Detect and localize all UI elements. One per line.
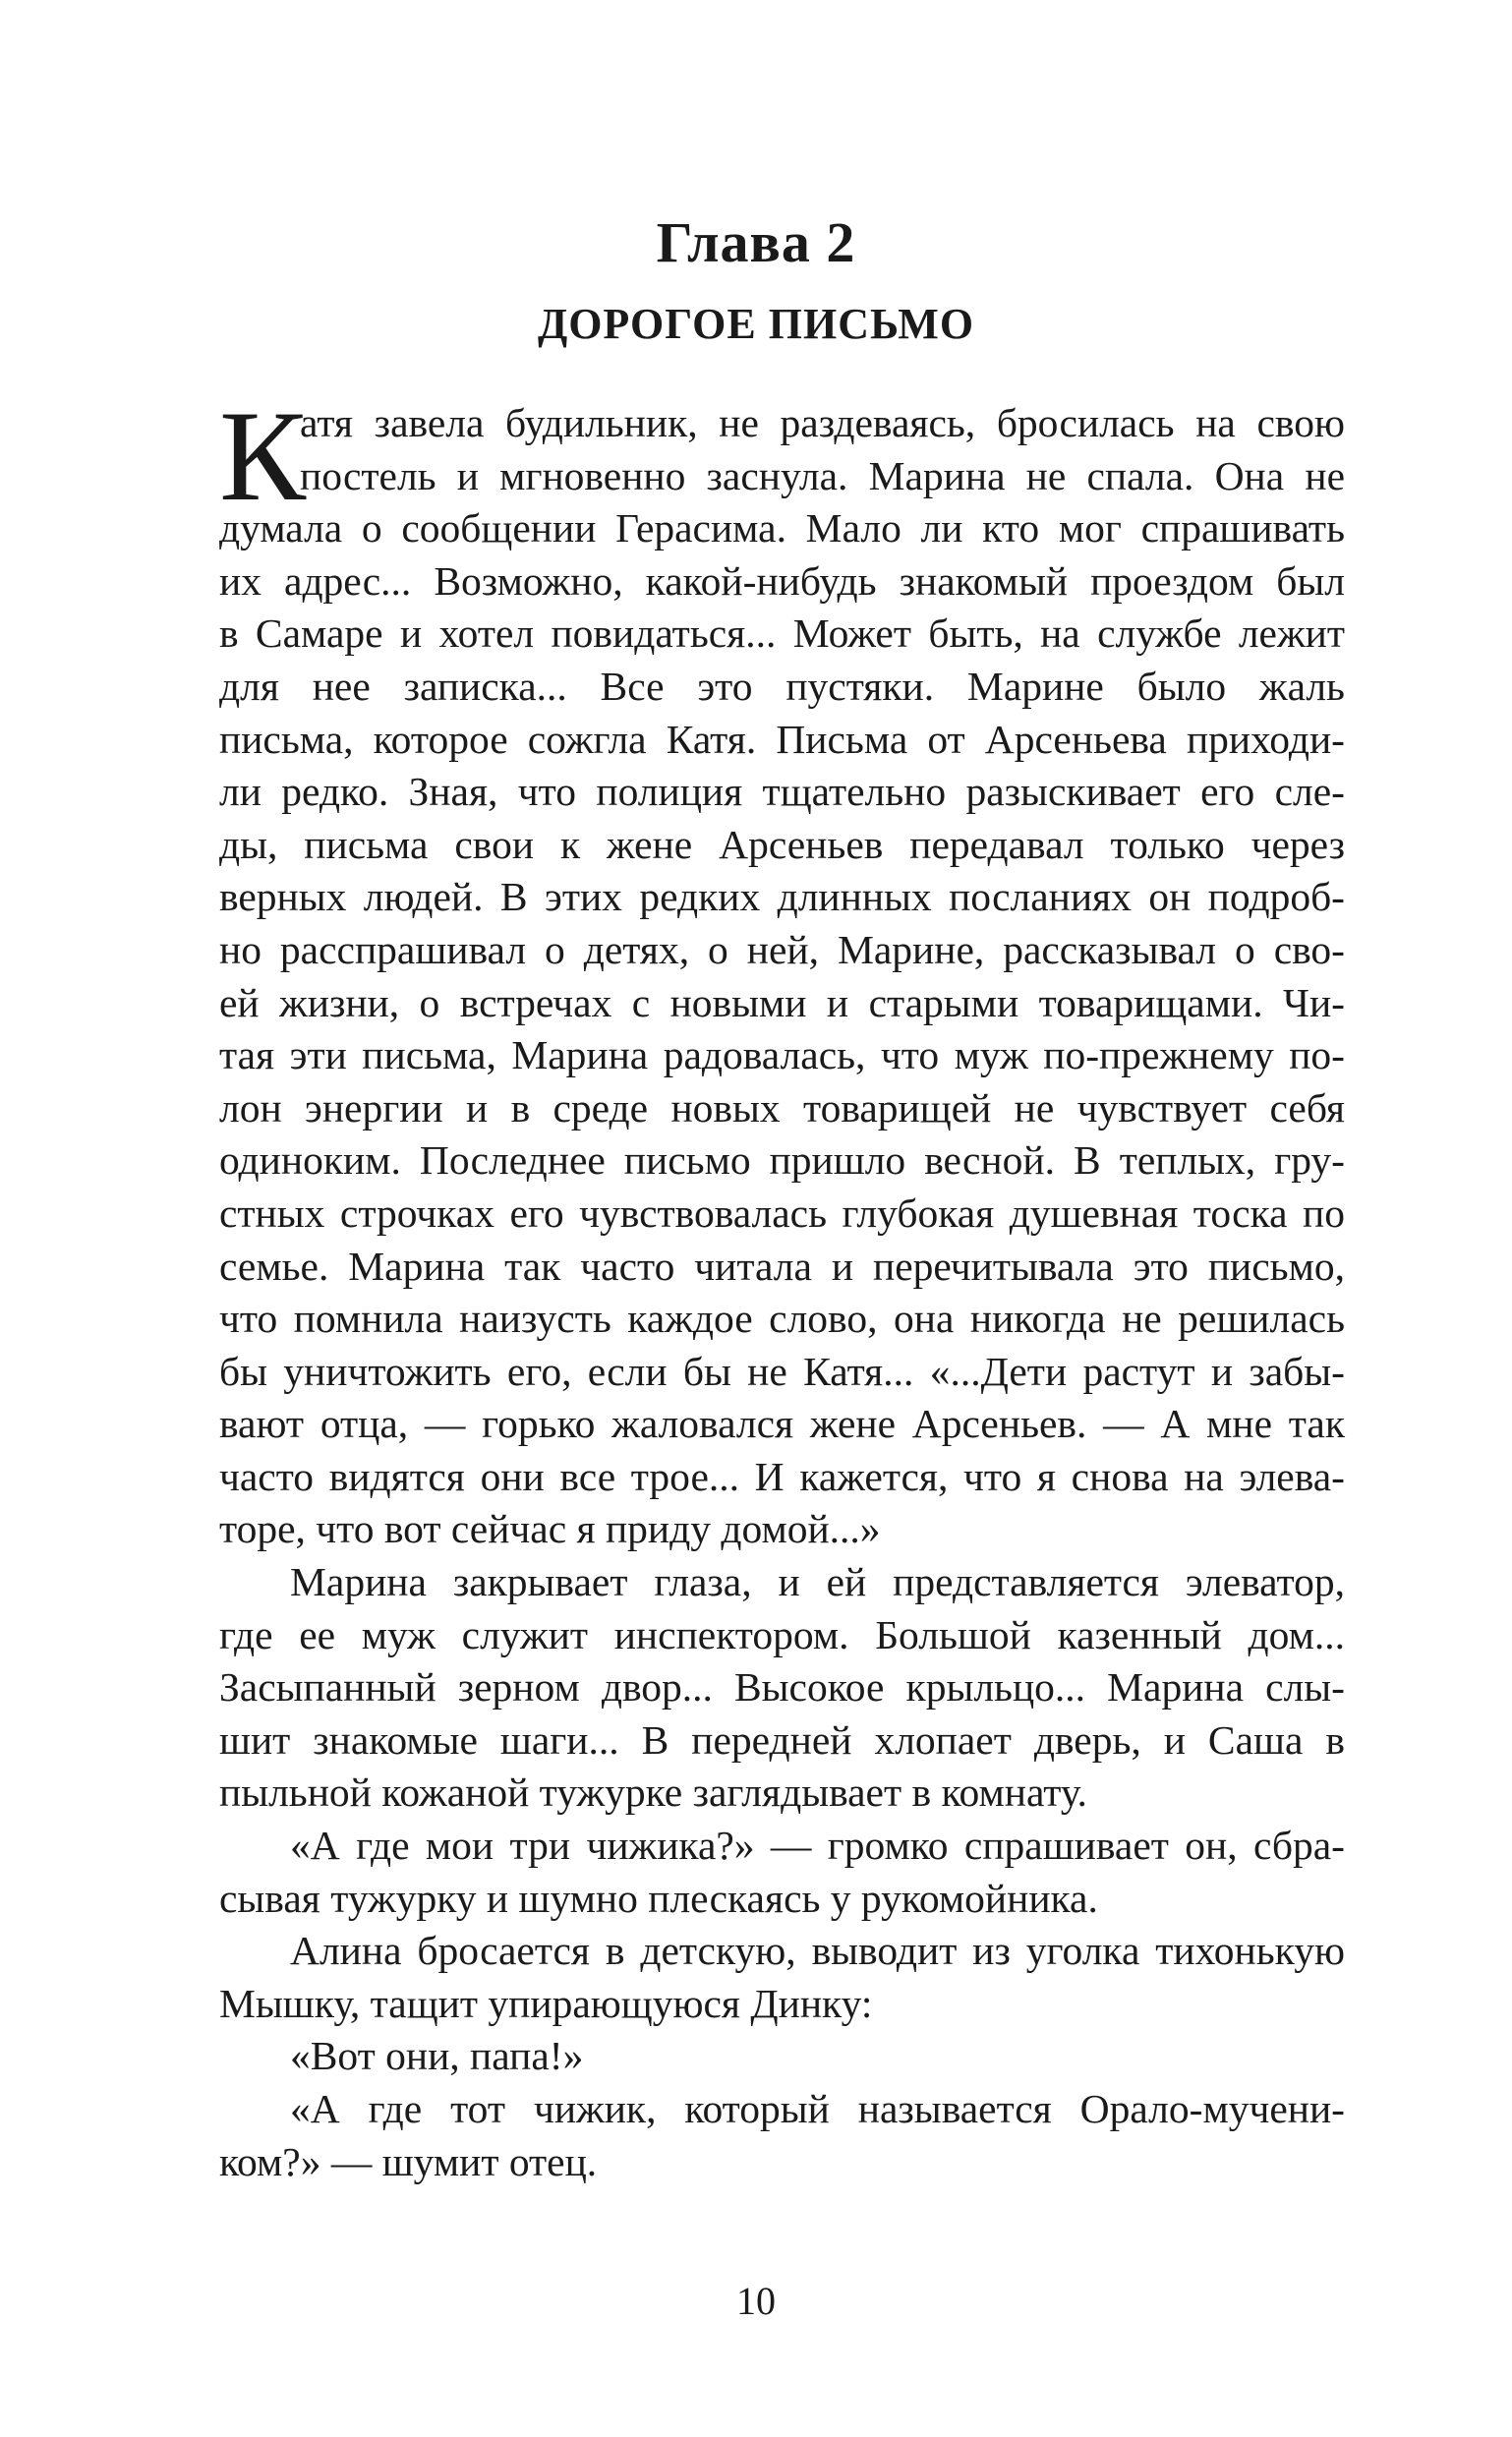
text-line: ды, письма свои к жене Арсеньев передавал только через bbox=[219, 821, 1345, 867]
text-line: письма, которое сожгла Катя. Письма от Арсеньева приходи- bbox=[219, 716, 1345, 762]
text-line: одиноким. Последнее письмо пришло весной. В теплых, гру- bbox=[219, 1137, 1345, 1184]
text-line: Марина закрывает глаза, и ей представляется элеватор, bbox=[290, 1559, 1345, 1605]
text-line: постель и мгновенно заснула. Марина не спала. Она не bbox=[300, 452, 1345, 498]
text-line: Алина бросается в детскую, выводит из уголка тихонькую bbox=[290, 1928, 1345, 1974]
text-line: вают отца, — горько жаловался жене Арсеньев. — А мне так bbox=[219, 1401, 1345, 1447]
text-line: семье. Марина так часто читала и перечитывала это письмо, bbox=[219, 1243, 1345, 1289]
text-line: их адрес... Возможно, какой-нибудь знакомый проездом был bbox=[219, 557, 1345, 604]
text-line: шит знакомые шаги... В передней хлопает дверь, и Саша в bbox=[219, 1716, 1345, 1763]
text-line: «А где тот чижик, который называется Орало-мучени- bbox=[290, 2086, 1345, 2131]
text-line: торе, что вот сейчас я приду домой...» bbox=[219, 1506, 881, 1552]
text-line: пыльной кожаной тужурке заглядывает в комнату. bbox=[219, 1770, 1087, 1816]
drop-cap: К bbox=[219, 383, 307, 528]
text-line: ли редко. Зная, что полиция тщательно разыскивает его сле- bbox=[219, 769, 1345, 815]
chapter-title: ДОРОГОЕ ПИСЬМО bbox=[537, 300, 975, 348]
text-line: Засыпанный зерном двор... Высокое крыльцо... Марина слы- bbox=[219, 1664, 1345, 1711]
page-number: 10 bbox=[736, 2279, 776, 2323]
text-line: в Самаре и хотел повидаться... Может быть, на службе лежит bbox=[219, 610, 1345, 657]
text-line: тая эти письма, Марина радовалась, что муж по-прежнему по- bbox=[219, 1032, 1345, 1078]
text-line: где ее муж служит инспектором. Большой казенный дом... bbox=[219, 1611, 1345, 1657]
text-line: думала о сообщении Герасима. Мало ли кто мог спрашивать bbox=[219, 505, 1345, 551]
text-line: атя завела будильник, не раздеваясь, бросилась на свою bbox=[300, 400, 1345, 445]
chapter-number: Глава 2 bbox=[656, 210, 856, 274]
text-line: что помнила наизусть каждое слово, она никогда не решилась bbox=[219, 1296, 1345, 1342]
text-line: верных людей. В этих редких длинных посланиях он подроб- bbox=[219, 874, 1345, 920]
text-line: для нее записка... Все это пустяки. Марине было жаль bbox=[219, 663, 1345, 709]
text-line: но расспрашивал о детях, о ней, Марине, рассказывал о сво- bbox=[219, 926, 1345, 972]
text-line: ком?» — шумит отец. bbox=[219, 2138, 598, 2184]
text-line: лон энергии и в среде новых товарищей не чувствует себя bbox=[219, 1084, 1345, 1131]
text-line: бы уничтожить его, если бы не Катя... «...Дети растут и забы- bbox=[219, 1348, 1345, 1394]
text-line: стных строчках его чувствовалась глубокая душевная тоска по bbox=[219, 1189, 1345, 1236]
text-line: часто видятся они все трое... И кажется, что я снова на элева- bbox=[219, 1453, 1345, 1499]
text-line: «Вот они, папа!» bbox=[290, 2033, 584, 2079]
text-line: «А где мои три чижика?» — громко спрашивает он, сбра- bbox=[290, 1823, 1345, 1869]
text-line: сывая тужурку и шумно плескаясь у рукомойника. bbox=[219, 1875, 1098, 1921]
text-line: ей жизни, о встречах с новыми и старыми товарищами. Чи- bbox=[219, 979, 1345, 1025]
chapter-body bbox=[219, 383, 1345, 2188]
text-line: Мышку, тащит упирающуюся Динку: bbox=[219, 1980, 873, 2026]
